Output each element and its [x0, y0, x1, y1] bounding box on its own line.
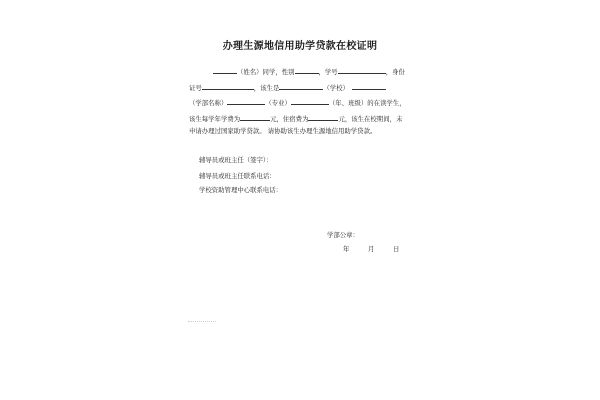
- major-blank: [291, 98, 329, 105]
- counselor-phone-label: 辅导员或班主任联系电话：: [199, 172, 276, 180]
- line5-text: 申请办理过国家助学贷款。 请协助该生办理生源地信用助学贷款。: [189, 127, 377, 135]
- department-blank: [227, 98, 265, 105]
- id-number-blank: [202, 83, 254, 90]
- date-year: 年: [343, 245, 350, 253]
- faint-scan-mark: [188, 321, 216, 322]
- line2-text-a: 证号: [189, 84, 202, 92]
- counselor-sign-label: 辅导员或班主任（签字）：: [199, 156, 273, 164]
- line1-text-b: ，学号: [318, 68, 338, 76]
- line4-text-a: 该生每学年学费为: [189, 115, 241, 123]
- name-blank: [213, 67, 237, 74]
- school-blank: [279, 83, 323, 90]
- line3-text-b: （专业）: [265, 99, 291, 107]
- aid-center-phone-label: 学校资助管理中心联系电话：: [199, 186, 283, 194]
- seal-label: 学部公章：: [327, 231, 359, 239]
- line2-text-c: （学校）: [323, 84, 349, 92]
- line3-text-a: （学部名称）: [189, 99, 228, 107]
- line2-text-b: ，该生是: [253, 84, 280, 92]
- document-title: 办理生源地信用助学贷款在校证明: [222, 41, 378, 52]
- body-line-1: [213, 67, 405, 76]
- line4-text-c: 元，该生在校期间，未: [338, 115, 403, 123]
- housing-fee-blank: [308, 114, 338, 121]
- date-day: 日: [393, 245, 400, 253]
- student-id-blank: [338, 67, 386, 74]
- body-line-2: [189, 83, 386, 92]
- tuition-blank: [240, 114, 270, 121]
- line4-text-b: 元，住宿费为: [270, 115, 309, 123]
- line3-text-c: （年、班级）的在读学生，: [328, 99, 406, 107]
- school-extra-blank: [352, 83, 386, 90]
- gender-blank: [295, 67, 319, 74]
- line1-text-a: （姓名）同学，性别: [237, 68, 295, 76]
- body-line-3: [189, 98, 406, 107]
- body-line-4: [189, 114, 402, 123]
- date-month: 月: [368, 245, 375, 253]
- line1-text-c: ，身份: [385, 68, 405, 76]
- body-line-5: [189, 127, 376, 135]
